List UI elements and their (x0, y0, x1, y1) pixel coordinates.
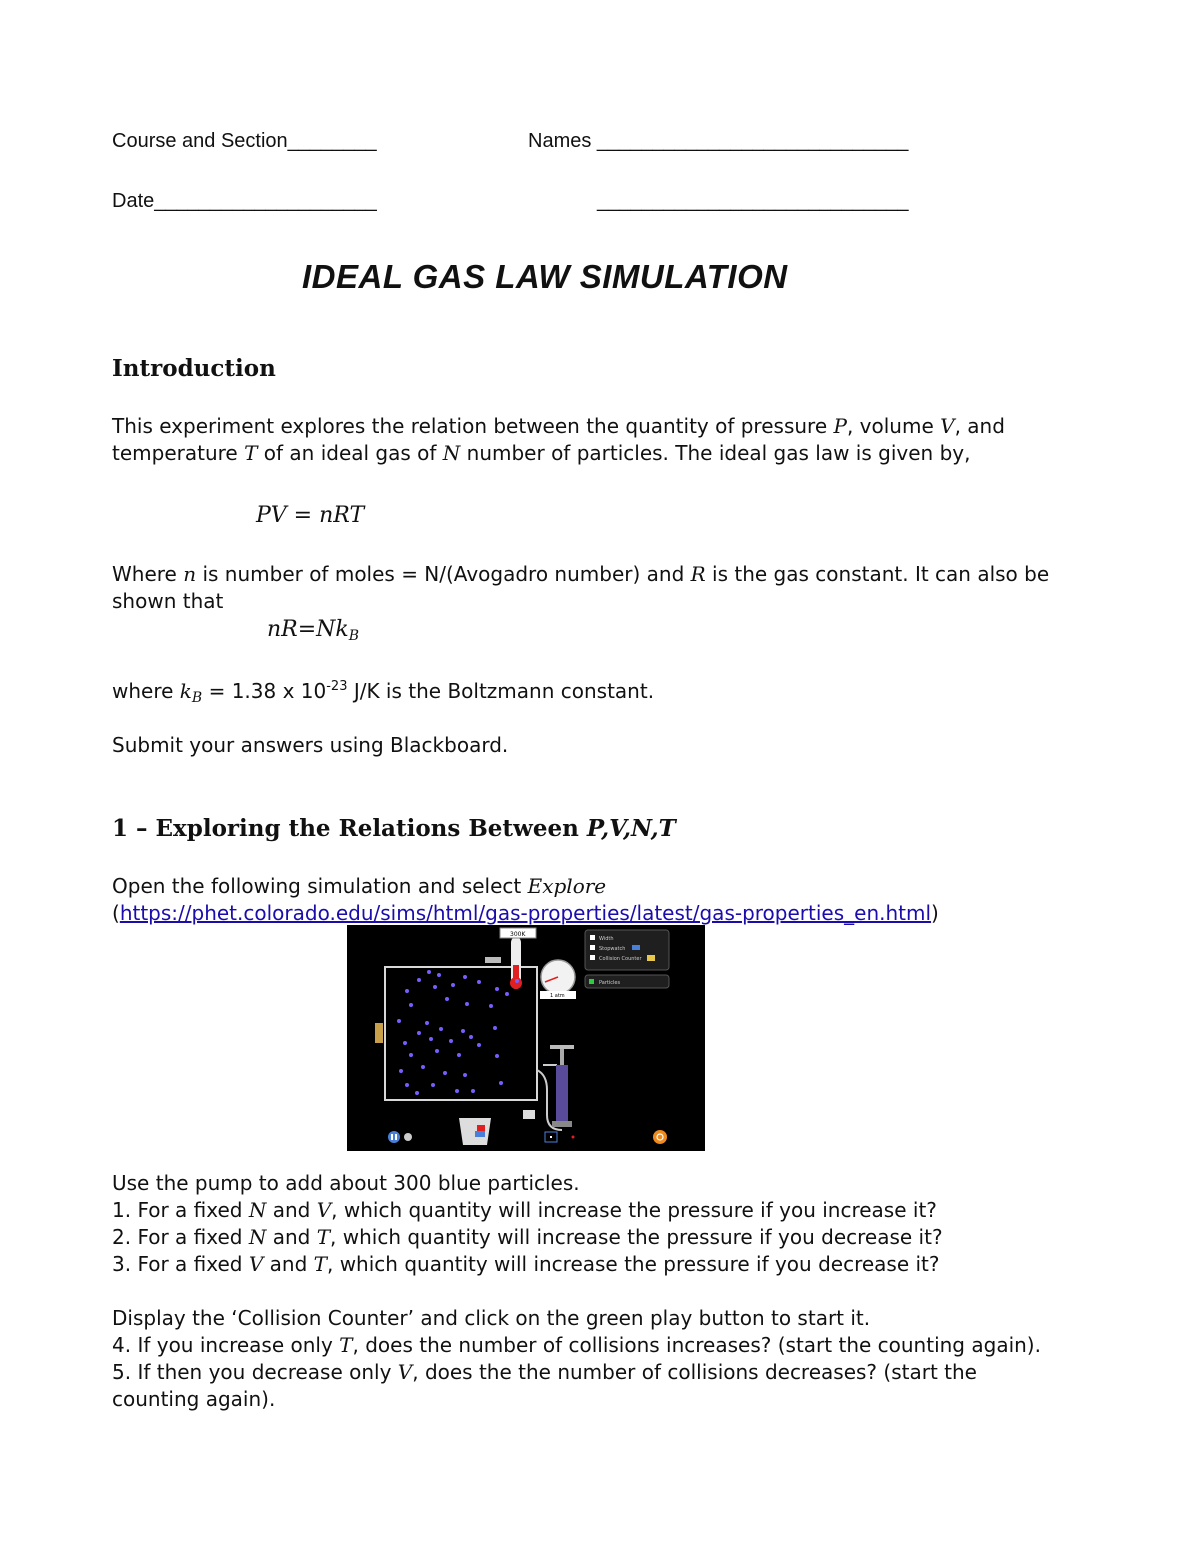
particle (461, 1029, 465, 1033)
particle (449, 1039, 453, 1043)
question-4: 4. If you increase only T, does the number of collisions increases? (start the counting again). (112, 1333, 1041, 1357)
particle (437, 973, 441, 977)
particle (427, 970, 431, 974)
step-icon[interactable] (404, 1133, 412, 1141)
intro-paragraph-line-4: shown that (112, 589, 224, 613)
particle (455, 1089, 459, 1093)
checkbox-collision-counter-label: Collision Counter (599, 956, 642, 962)
particle (499, 1081, 503, 1085)
particle (433, 985, 437, 989)
pump-cylinder (556, 1065, 568, 1123)
container-lid (485, 957, 501, 963)
particle (405, 1083, 409, 1087)
submit-instructions: Submit your answers using Blackboard. (112, 733, 509, 757)
particle (451, 983, 455, 987)
particle (443, 1071, 447, 1075)
page-title: IDEAL GAS LAW SIMULATION (302, 258, 788, 295)
temperature-readout: 300K (510, 931, 526, 938)
checkbox-stopwatch[interactable] (590, 945, 595, 950)
simulation-screenshot (347, 925, 705, 1151)
simulation-link[interactable]: https://phet.colorado.edu/sims/html/gas-properties/latest/gas-properties_en.html (119, 901, 932, 925)
date-field: Date____________________ (112, 190, 377, 212)
pump-handle[interactable] (550, 1045, 574, 1049)
particle (515, 979, 519, 983)
checkbox-width-label: Width (599, 936, 614, 942)
particle (405, 989, 409, 993)
question-5-continued: counting again). (112, 1387, 276, 1411)
intro-paragraph-line-3: Where n is number of moles = N/(Avogadro number) and R is the gas constant. It can also be (112, 562, 1050, 586)
names-field: Names ____________________________ (528, 130, 909, 152)
particle (489, 1004, 493, 1008)
particle (463, 975, 467, 979)
particle (431, 1083, 435, 1087)
section-1-heading: 1 – Exploring the Relations Between P,V,N,T (112, 815, 676, 842)
particle (505, 992, 509, 996)
course-section-field: Course and Section________ (112, 130, 377, 152)
collision-counter-icon (647, 955, 655, 961)
particle (435, 1049, 439, 1053)
particle (457, 1053, 461, 1057)
question-2: 2. For a fixed N and T, which quantity will increase the pressure if you decrease it? (112, 1225, 943, 1249)
collision-counter-instruction: Display the ‘Collision Counter’ and click on the green play button to start it. (112, 1306, 871, 1330)
particle (477, 980, 481, 984)
pump-instruction: Use the pump to add about 300 blue particles. (112, 1171, 580, 1195)
intro-paragraph-line-2: temperature T of an ideal gas of N number of particles. The ideal gas law is given by, (112, 441, 971, 465)
question-5: 5. If then you decrease only V, does the the number of collisions decreases? (start the (112, 1360, 977, 1384)
particle (439, 1027, 443, 1031)
boltzmann-equation: $nR=Nk_B$ (267, 617, 360, 644)
particle (415, 1091, 419, 1095)
light-particle-indicator (572, 1136, 575, 1139)
simulation-link-line: (https://phet.colorado.edu/sims/html/gas-properties/latest/gas-properties_en.html) (112, 901, 939, 925)
particles-checkbox[interactable] (589, 979, 594, 984)
particle (445, 997, 449, 1001)
particle (465, 1002, 469, 1006)
particle (409, 1053, 413, 1057)
particle (421, 1065, 425, 1069)
particle (471, 1089, 475, 1093)
particle (495, 987, 499, 991)
particles-panel (585, 975, 669, 988)
particles-label: Particles (599, 980, 621, 986)
introduction-heading: Introduction (112, 355, 276, 382)
particle (463, 1073, 467, 1077)
question-1: 1. For a fixed N and V, which quantity will increase the pressure if you increase it? (112, 1198, 937, 1222)
particle (399, 1069, 403, 1073)
particle (469, 1035, 473, 1039)
particle (409, 1003, 413, 1007)
particle (417, 1031, 421, 1035)
question-3: 3. For a fixed V and T, which quantity will increase the pressure if you decrease it? (112, 1252, 940, 1276)
particle (429, 1037, 433, 1041)
stopwatch-icon (632, 945, 640, 950)
checkbox-width[interactable] (590, 935, 595, 940)
boltzmann-constant-line: where $k_B = 1.38$ x $10^{-23}$ J/K is the Boltzmann constant. (112, 679, 655, 706)
particle (417, 978, 421, 982)
reset-icon[interactable] (653, 1130, 667, 1144)
container-handle (375, 1023, 383, 1043)
tools-panel (585, 930, 669, 970)
particle (477, 1043, 481, 1047)
names-field-second-line: ____________________________ (597, 190, 909, 212)
pressure-unit: 1 atm (550, 993, 565, 999)
pause-icon[interactable] (388, 1131, 400, 1143)
particle (397, 1019, 401, 1023)
open-simulation-line: Open the following simulation and select Explore (112, 874, 607, 898)
particle (425, 1021, 429, 1025)
intro-paragraph-line-1: This experiment explores the relation between the quantity of pressure P, volume V, and (112, 414, 1005, 438)
checkbox-stopwatch-label: Stopwatch (599, 946, 626, 952)
ideal-gas-equation: PV = nRT (256, 503, 365, 528)
particle (495, 1054, 499, 1058)
checkbox-collision-counter[interactable] (590, 955, 595, 960)
particle (493, 1026, 497, 1030)
particle (403, 1041, 407, 1045)
